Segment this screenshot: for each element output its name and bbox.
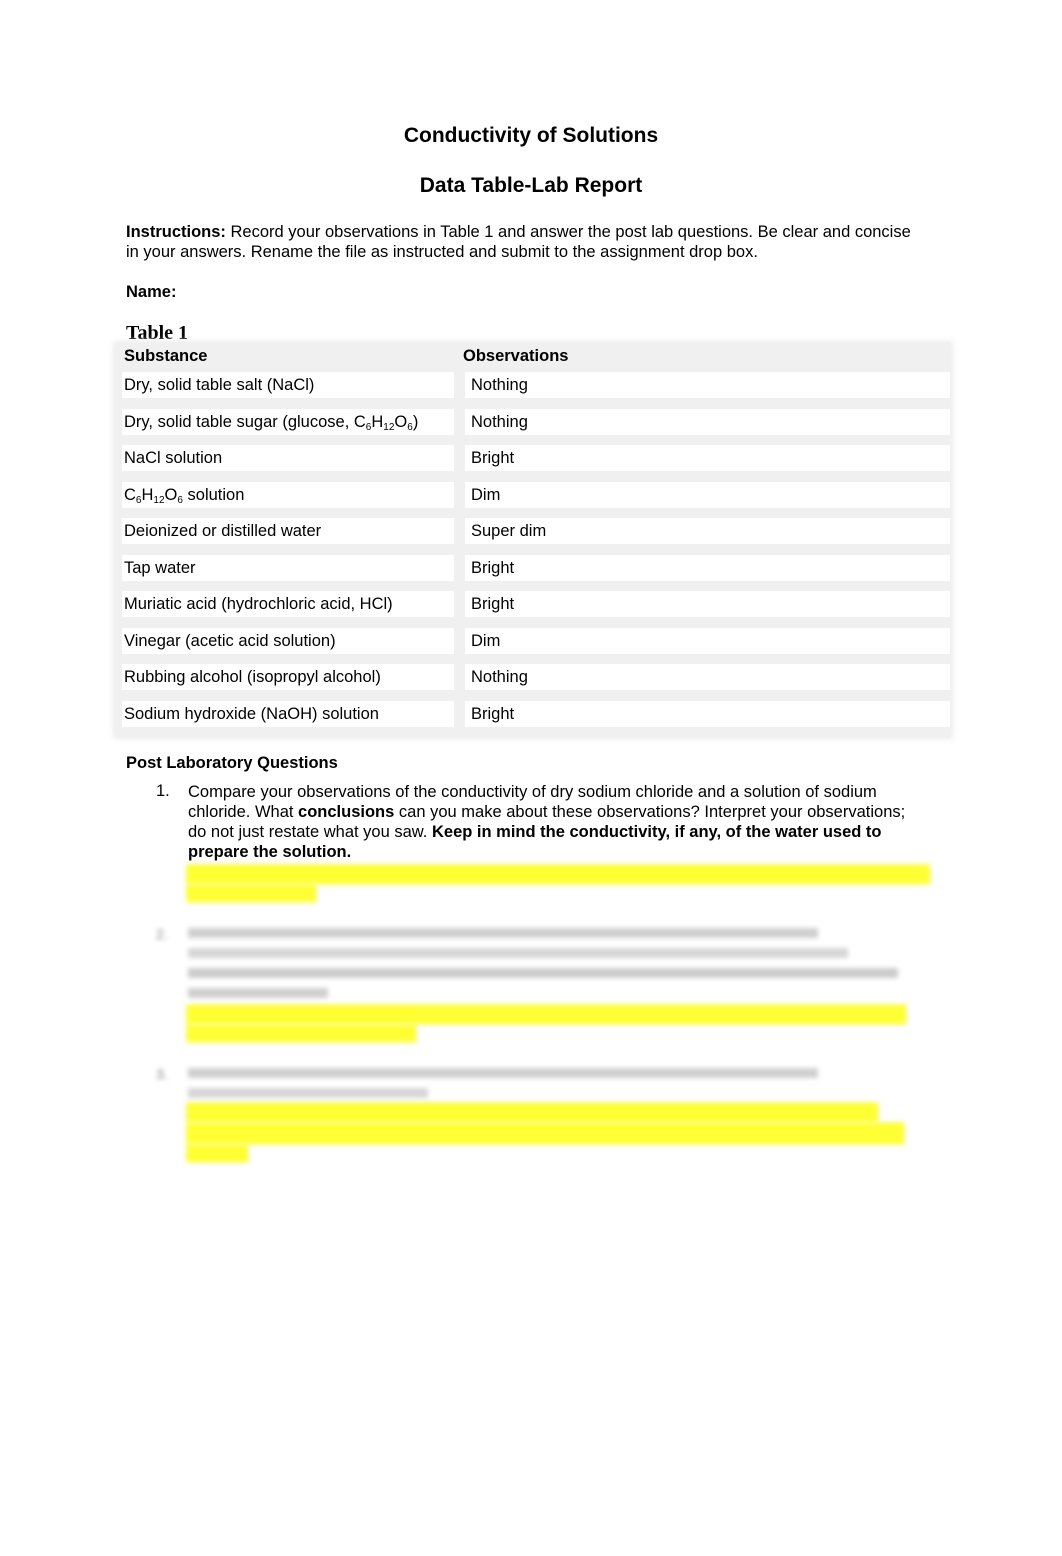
table-row — [122, 701, 944, 727]
blurred-question-number: 3. — [156, 1066, 168, 1082]
blurred-answer-highlight — [186, 864, 930, 884]
observation-cell[interactable]: Bright — [465, 701, 950, 727]
observation-cell[interactable]: Nothing — [465, 664, 950, 690]
substance-cell: Rubbing alcohol (isopropyl alcohol) — [122, 664, 454, 690]
blurred-answer-highlight — [186, 1004, 906, 1024]
substance-cell: NaCl solution — [122, 445, 454, 471]
table-row — [122, 482, 944, 508]
observation-cell[interactable]: Nothing — [465, 409, 950, 435]
table-row — [122, 664, 944, 690]
column-header-substance: Substance — [124, 347, 208, 365]
document-subtitle: Data Table-Lab Report — [419, 174, 643, 197]
observation-cell[interactable]: Dim — [465, 482, 950, 508]
question-1-bold2: Keep in mind the conductivity, if any, of the water used to prepare the solution. — [188, 823, 882, 861]
question-1-text — [188, 782, 928, 862]
blurred-question-line — [188, 928, 818, 938]
blurred-answer-highlight — [186, 1144, 248, 1162]
document-title: Conductivity of Solutions — [403, 124, 659, 147]
observation-cell[interactable]: Super dim — [465, 518, 950, 544]
substance-cell: Tap water — [122, 555, 454, 581]
table-caption: Table 1 — [126, 322, 189, 344]
blurred-answer-highlight — [186, 1102, 878, 1122]
substance-cell: Sodium hydroxide (NaOH) solution — [122, 701, 454, 727]
blurred-question-line — [188, 1068, 818, 1078]
observation-cell[interactable]: Nothing — [465, 372, 950, 398]
blurred-answer-highlight — [186, 1024, 416, 1042]
question-number: 1. — [156, 782, 170, 800]
substance-cell: $C_6H_{12}O_6$ solution — [122, 482, 454, 508]
table-row — [122, 555, 944, 581]
question-1-bold1: conclusions — [298, 803, 395, 821]
substance-cell: Dry, solid table sugar (glucose, $C_6H_{12}O_6$) — [122, 409, 454, 435]
table-row — [122, 445, 944, 471]
blurred-answer-highlight — [186, 884, 316, 902]
blurred-question-line — [188, 988, 328, 998]
instructions-text: Record your observations in Table 1 and answer the post lab questions. Be clear and concise in your answers. Rename the file as instructed and submit to the assignment drop box. — [126, 223, 911, 261]
observation-cell[interactable]: Bright — [465, 555, 950, 581]
observation-cell[interactable]: Bright — [465, 591, 950, 617]
question-1-part1: Compare your observations of the conductivity of dry sodium chloride and a solution of sodium chloride. What — [188, 783, 877, 821]
substance-cell: Dry, solid table salt (NaCl) — [122, 372, 454, 398]
blurred-answer-highlight — [186, 1122, 904, 1144]
substance-cell: Vinegar (acetic acid solution) — [122, 628, 454, 654]
substance-cell: Muriatic acid (hydrochloric acid, HCl) — [122, 591, 454, 617]
instructions-label: Instructions: — [126, 223, 226, 241]
column-header-observations: Observations — [463, 347, 569, 365]
blurred-question-number: 2. — [156, 926, 168, 942]
substance-cell: Deionized or distilled water — [122, 518, 454, 544]
observations-table — [116, 344, 950, 736]
table-row — [122, 518, 944, 544]
blurred-question-line — [188, 968, 898, 978]
name-label: Name: — [126, 283, 177, 301]
table-row — [122, 591, 944, 617]
blurred-question-line — [188, 1088, 428, 1098]
question-1-part2: can you make about these observations? Interpret your observations; do not just restate what you saw. — [188, 803, 906, 841]
observation-cell[interactable]: Dim — [465, 628, 950, 654]
table-row — [122, 409, 944, 435]
table-row — [122, 628, 944, 654]
observation-cell[interactable]: Bright — [465, 445, 950, 471]
blurred-question-line — [188, 948, 848, 958]
post-lab-title: Post Laboratory Questions — [126, 754, 338, 772]
table-row — [122, 372, 944, 398]
instructions-paragraph — [126, 222, 916, 262]
